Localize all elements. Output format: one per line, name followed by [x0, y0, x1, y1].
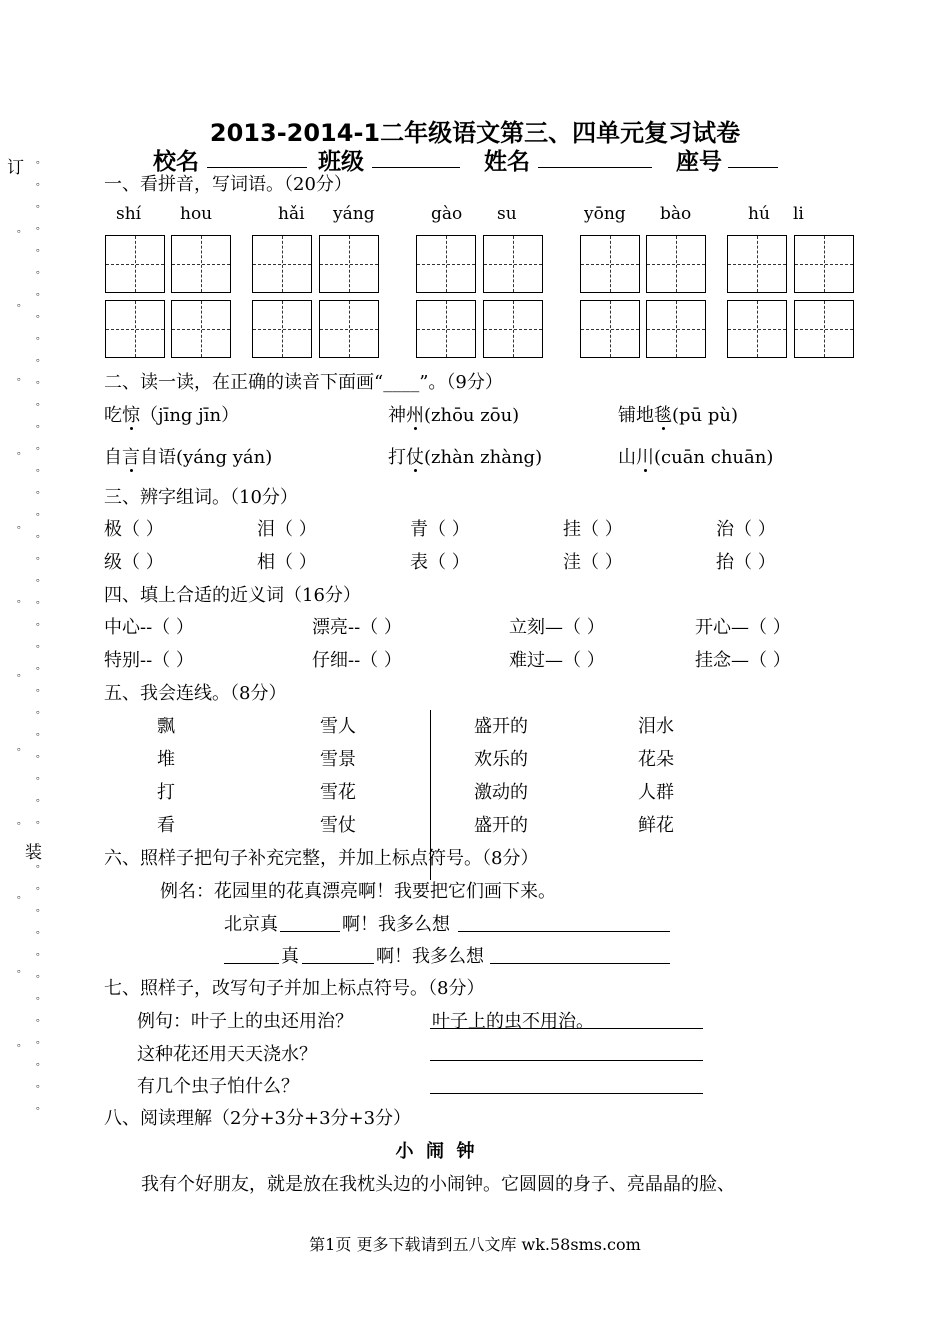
word-part: 山	[618, 447, 636, 468]
name-field[interactable]	[538, 167, 652, 168]
class-label: 班级	[318, 149, 364, 175]
school-field[interactable]	[207, 167, 307, 168]
binding-dot: 。	[36, 661, 46, 672]
word-blank[interactable]: 洼（ ）	[563, 552, 623, 573]
pinyin: bào	[660, 204, 692, 224]
class-field[interactable]	[372, 167, 460, 168]
margin-ding: 订	[7, 158, 24, 178]
binding-dot: 。	[36, 331, 46, 342]
binding-dot: 。	[36, 1035, 46, 1046]
pinyin: shí	[116, 204, 142, 224]
match-item[interactable]: 盛开的	[474, 815, 528, 836]
answer-line[interactable]	[280, 931, 340, 932]
sentence-part: 北京真	[224, 914, 278, 935]
marked-char: 州	[406, 405, 424, 426]
word-blank[interactable]: 极（ ）	[104, 519, 164, 540]
synonym-blank[interactable]: 挂念—（ ）	[695, 650, 791, 671]
writing-grid-box[interactable]	[416, 235, 476, 293]
writing-grid-box[interactable]	[416, 300, 476, 358]
seat-label: 座号	[676, 149, 722, 175]
pinyin: yáng	[333, 204, 375, 224]
binding-dot: 。	[36, 705, 46, 716]
binding-dot: 。	[36, 463, 46, 474]
word-blank[interactable]: 级（ ）	[104, 552, 164, 573]
word-blank[interactable]: 相（ ）	[257, 552, 317, 573]
marked-char: 惊	[122, 405, 140, 426]
writing-grid-box[interactable]	[580, 235, 640, 293]
binding-dot: 。	[36, 287, 46, 298]
match-item[interactable]: 堆	[157, 749, 175, 770]
seat-field[interactable]	[728, 167, 778, 168]
binding-dot: 。	[36, 529, 46, 540]
binding-dot: 。	[36, 639, 46, 650]
binding-dot: 。	[36, 177, 46, 188]
match-item[interactable]: 盛开的	[474, 716, 528, 737]
binding-dot: 。	[36, 771, 46, 782]
pinyin: hou	[180, 204, 213, 224]
example-sentence: 例名：花园里的花真漂亮啊！我要把它们画下来。	[160, 881, 556, 902]
binding-dot: 。	[17, 224, 27, 235]
pinyin: yōng	[584, 204, 626, 224]
writing-grid-box[interactable]	[319, 300, 379, 358]
answer-line[interactable]	[458, 931, 670, 932]
binding-dot: 。	[36, 815, 46, 826]
binding-dot: 。	[36, 837, 46, 848]
writing-grid-box[interactable]	[105, 235, 165, 293]
binding-dot: 。	[36, 441, 46, 452]
binding-dot: 。	[36, 221, 46, 232]
word-part: 神	[388, 405, 406, 426]
writing-grid-box[interactable]	[252, 235, 312, 293]
marked-char: 言	[122, 447, 140, 468]
school-label: 校名	[153, 149, 199, 175]
word-part: 吃	[104, 405, 122, 426]
answer-line[interactable]	[224, 963, 279, 964]
binding-dot: 。	[36, 419, 46, 430]
binding-dot: 。	[36, 199, 46, 210]
writing-grid-box[interactable]	[171, 235, 231, 293]
binding-dot: 。	[36, 903, 46, 914]
binding-dot: 。	[36, 683, 46, 694]
writing-grid-box[interactable]	[580, 300, 640, 358]
binding-dot: 。	[17, 890, 27, 901]
word-part: 铺地	[618, 405, 654, 426]
answer-line[interactable]	[430, 1060, 703, 1061]
section-1-heading: 一、看拼音，写词语。（20分）	[104, 174, 352, 195]
marked-char: 仗	[406, 447, 424, 468]
binding-dot: 。	[36, 727, 46, 738]
answer-line[interactable]	[430, 1093, 703, 1094]
synonym-blank[interactable]: 漂亮--（ ）	[312, 617, 402, 638]
match-item[interactable]: 看	[157, 815, 175, 836]
story-text: 我有个好朋友，就是放在我枕头边的小闹钟。它圆圆的身子、亮晶晶的脸、	[141, 1174, 735, 1195]
word-blank[interactable]: 青（ ）	[410, 519, 470, 540]
binding-dot: 。	[36, 155, 46, 166]
pinyin-choice[interactable]: （jīng jīn）	[140, 405, 240, 426]
pinyin: hǎi	[278, 204, 305, 224]
binding-dot: 。	[17, 298, 27, 309]
binding-dot: 。	[36, 507, 46, 518]
sentence-part: 啊！我多么想	[342, 914, 450, 935]
writing-grid-box[interactable]	[646, 235, 706, 293]
pinyin-choice[interactable]: (cuān chuān)	[654, 447, 774, 468]
binding-dot: 。	[36, 309, 46, 320]
sentence-part: 真	[281, 946, 299, 967]
binding-dot: 。	[36, 397, 46, 408]
reading-item	[388, 401, 519, 427]
writing-grid-box[interactable]	[794, 235, 854, 293]
binding-dot: 。	[36, 881, 46, 892]
binding-dot: 。	[36, 353, 46, 364]
match-item[interactable]: 泪水	[638, 716, 674, 737]
rewrite-question: 这种花还用天天浇水？	[137, 1044, 317, 1065]
match-item[interactable]: 激动的	[474, 782, 528, 803]
pinyin: li	[793, 204, 804, 224]
match-item[interactable]: 雪仗	[320, 815, 356, 836]
word-part: 自语	[140, 447, 176, 468]
synonym-blank[interactable]: 开心—（ ）	[695, 617, 791, 638]
section-5-heading: 五、我会连线。（8分）	[104, 683, 287, 704]
synonym-blank[interactable]: 特别--（ ）	[104, 650, 194, 671]
match-item[interactable]: 欢乐的	[474, 749, 528, 770]
reading-item	[104, 443, 272, 469]
binding-dot: 。	[36, 925, 46, 936]
marked-char: 川	[636, 447, 654, 468]
word-blank[interactable]: 表（ ）	[410, 552, 470, 573]
match-item[interactable]: 雪人	[320, 716, 356, 737]
binding-dot: 。	[36, 749, 46, 760]
binding-dot: 。	[36, 793, 46, 804]
word-blank[interactable]: 泪（ ）	[257, 519, 317, 540]
reading-item	[618, 401, 738, 427]
section-8-heading: 八、阅读理解（2分+3分+3分+3分）	[104, 1108, 412, 1129]
binding-dot: 。	[17, 594, 27, 605]
binding-dot: 。	[17, 742, 27, 753]
answer-line[interactable]	[302, 963, 374, 964]
match-item[interactable]: 打	[157, 782, 175, 803]
synonym-blank[interactable]: 难过—（ ）	[509, 650, 605, 671]
reading-item	[388, 443, 542, 469]
reading-item	[104, 401, 239, 427]
binding-dot: 。	[36, 1057, 46, 1068]
binding-dot: 。	[17, 372, 27, 383]
name-label: 姓名	[484, 149, 530, 175]
binding-dot: 。	[17, 668, 27, 679]
reading-item	[618, 443, 773, 469]
writing-grid-box[interactable]	[483, 300, 543, 358]
synonym-blank[interactable]: 中心--（ ）	[104, 617, 194, 638]
binding-dot: 。	[36, 375, 46, 386]
section-6-heading: 六、照样子把句子补充完整，并加上标点符号。（8分）	[104, 848, 539, 869]
binding-dot: 。	[17, 446, 27, 457]
pinyin-choice[interactable]: (yáng yán)	[176, 447, 273, 468]
pinyin-choice[interactable]: (zhàn zhàng)	[424, 447, 543, 468]
section-4-heading: 四、填上合适的近义词（16分）	[104, 585, 361, 606]
page-title: 2013-2014-1二年级语文第三、四单元复习试卷	[209, 119, 741, 147]
writing-grid-box[interactable]	[727, 300, 787, 358]
example-sentence: 例句：叶子上的虫还用治？	[137, 1011, 353, 1032]
word-part: 自	[104, 447, 122, 468]
binding-dot: 。	[36, 859, 46, 870]
page-footer: 第1页 更多下载请到五八文库 wk.58sms.com	[309, 1235, 641, 1254]
story-title: 小 闹 钟	[395, 1141, 475, 1162]
answer-line	[430, 1028, 703, 1029]
binding-dot: 。	[36, 551, 46, 562]
binding-dot: 。	[36, 265, 46, 276]
binding-dot: 。	[36, 485, 46, 496]
binding-dot: 。	[36, 243, 46, 254]
match-item[interactable]: 雪花	[320, 782, 356, 803]
synonym-blank[interactable]: 仔细--（ ）	[312, 650, 402, 671]
synonym-blank[interactable]: 立刻—（ ）	[509, 617, 605, 638]
binding-dot: 。	[36, 991, 46, 1002]
example-answer: 叶子上的虫不用治。	[432, 1011, 594, 1032]
writing-grid-box[interactable]	[319, 235, 379, 293]
writing-grid-box[interactable]	[727, 235, 787, 293]
word-part: 打	[388, 447, 406, 468]
writing-grid-box[interactable]	[483, 235, 543, 293]
binding-dot: 。	[36, 595, 46, 606]
writing-grid-box[interactable]	[252, 300, 312, 358]
binding-dot: 。	[17, 964, 27, 975]
margin-zhuang: 装	[25, 843, 42, 863]
binding-dot: 。	[36, 617, 46, 628]
writing-grid-box[interactable]	[171, 300, 231, 358]
pinyin: hú	[748, 204, 770, 224]
binding-dot: 。	[36, 969, 46, 980]
writing-grid-box[interactable]	[646, 300, 706, 358]
writing-grid-box[interactable]	[105, 300, 165, 358]
writing-grid-box[interactable]	[794, 300, 854, 358]
section-2-heading: 二、读一读，在正确的读音下面画“____”。（9分）	[104, 372, 503, 393]
marked-char: 毯	[654, 405, 672, 426]
match-item[interactable]: 花朵	[638, 749, 674, 770]
word-blank[interactable]: 治（ ）	[716, 519, 776, 540]
pinyin-choice[interactable]: (pū pù)	[672, 405, 738, 426]
rewrite-question: 有几个虫子怕什么？	[137, 1076, 299, 1097]
pinyin: su	[497, 204, 517, 224]
binding-dot: 。	[36, 1013, 46, 1024]
word-blank[interactable]: 挂（ ）	[563, 519, 623, 540]
binding-dot: 。	[36, 573, 46, 584]
match-item[interactable]: 人群	[638, 782, 674, 803]
binding-dot: 。	[17, 1038, 27, 1049]
pinyin: gào	[431, 204, 463, 224]
match-item[interactable]: 雪景	[320, 749, 356, 770]
binding-dot: 。	[17, 520, 27, 531]
binding-dot: 。	[36, 1101, 46, 1112]
binding-dot: 。	[36, 1079, 46, 1090]
section-3-heading: 三、辨字组词。（10分）	[104, 487, 298, 508]
match-item[interactable]: 飘	[157, 716, 175, 737]
match-item[interactable]: 鲜花	[638, 815, 674, 836]
answer-line[interactable]	[490, 963, 670, 964]
section-7-heading: 七、照样子，改写句子并加上标点符号。（8分）	[104, 978, 485, 999]
word-blank[interactable]: 抬（ ）	[716, 552, 776, 573]
binding-dot: 。	[36, 947, 46, 958]
sentence-part: 啊！我多么想	[376, 946, 484, 967]
pinyin-choice[interactable]: (zhōu zōu)	[424, 405, 520, 426]
binding-dot: 。	[17, 816, 27, 827]
